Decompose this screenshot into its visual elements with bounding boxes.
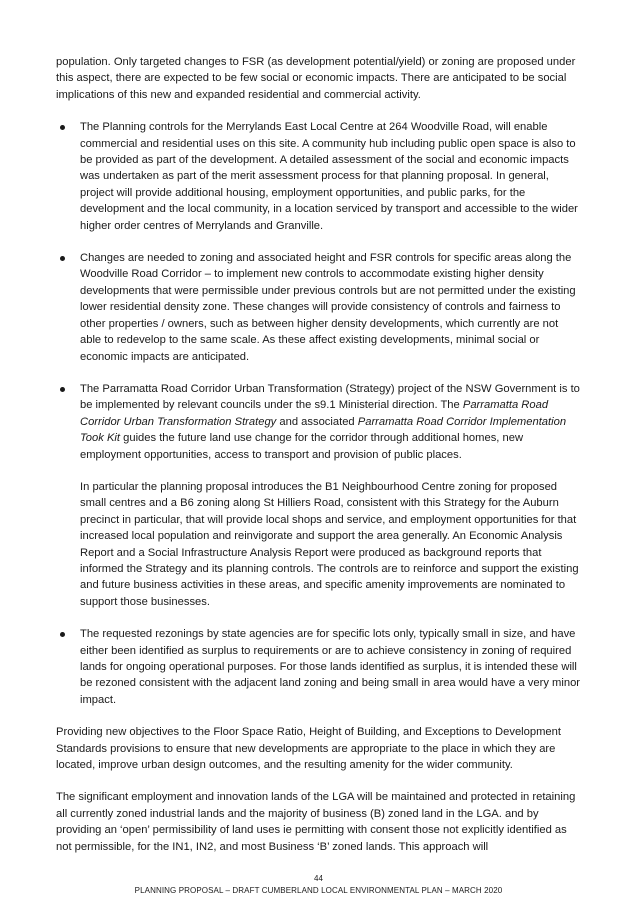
bullet-icon <box>60 387 65 392</box>
bullet-parramatta-text <box>80 381 580 463</box>
bullet-rezonings-text: The requested rezonings by state agencies are for specific lots only, typically small in size, and have either been identified as surplus to requirements or are to achieve consistency in zoning of required lands for ongoing operational purposes. For those lands identified as surplus, it is intended these will be rezoned consistent with the adjacent land zoning and being small in area would have a very minor impact. <box>80 628 581 706</box>
bullet-merrylands <box>80 119 580 234</box>
parramatta-text-part1: The Parramatta Road Corridor Urban Transformation (Strategy) project of the NSW Government is to be implemented by relevant councils under the s9.1 Ministerial direction. The <box>80 382 580 412</box>
bullet-woodville <box>80 250 580 365</box>
intro-continuation-paragraph: population. Only targeted changes to FSR (as development potential/yield) or zoning are proposed under this aspect, there are expected to be few social or economic impacts. There are anticipated to be social implications of this new and expanded residential and commercial activity. <box>56 56 576 101</box>
page-body <box>56 54 580 855</box>
bullet-icon <box>60 125 65 130</box>
parramatta-text-part2: and associated <box>276 415 358 428</box>
bullet-parramatta <box>80 381 580 610</box>
page-number: 44 <box>314 874 323 883</box>
footer-title: PLANNING PROPOSAL – DRAFT CUMBERLAND LOCAL ENVIRONMENTAL PLAN – MARCH 2020 <box>134 886 503 895</box>
objectives-paragraph: Providing new objectives to the Floor Space Ratio, Height of Building, and Exceptions to Development Standards provisions to ensure that new developments are appropriate to the place in which they are located, improve urban design outcomes, and the resulting amenity for the wider community. <box>56 726 561 772</box>
strategy-title: Parramatta Road Corridor Urban Transformation Strategy <box>80 399 549 428</box>
employment-paragraph: The significant employment and innovation lands of the LGA will be maintained and protected in retaining all currently zoned industrial lands and the majority of business (B) zoned land in the LGA. and by providing an ‘open’ permissibility of land uses ie permitting with consent those not explicitly identified as not permissible, for the IN1, IN2, and most Business ‘B’ zoned lands. This approach will <box>56 791 576 853</box>
bullet-merrylands-text: The Planning controls for the Merrylands East Local Centre at 264 Woodville Road, will enable commercial and residential uses on this site. A community hub including public open space is also to be provided as part of the development. A detailed assessment of the social and economic impacts was undertaken as part of the merit assessment process for that planning proposal. In general, project will provide additional housing, employment opportunities, and public parks, for the development and the local community, in a location serviced by transport and accessible to the wider higher order centres of Merrylands and Granville. <box>80 121 578 232</box>
toolkit-title: Parramatta Road Corridor Implementation Took Kit <box>80 415 567 445</box>
bullet-woodville-text: Changes are needed to zoning and associated height and FSR controls for specific areas along the Woodville Road Corridor – to implement new controls to accommodate existing higher density developments that were permissible under previous controls but are not permitted under the existing lower residential density zone. These changes will provide consistency of controls and fairness to other properties / owners, such as between higher density developments, which currently are not able to redevelop to the same scale. As these affect existing developments, minimal social or economic impacts are anticipated. <box>80 252 576 363</box>
bullet-parramatta-followup: In particular the planning proposal introduces the B1 Neighbourhood Centre zoning for proposed small centres and a B6 zoning along St Hilliers Road, consistent with this Strategy for the Auburn precinct in particular, that will provide local shops and service, and employment opportunities for that increased local population and reinvigorate and support the area generally. An Economic Analysis Report and a Social Infrastructure Analysis Report were produced as background reports that informed the Strategy and its planning controls. The controls are to reinforce and support the existing and future business activities in these areas, and specific amenity improvements are nominated to support those businesses. <box>80 480 579 608</box>
parramatta-text-part3: guides the future land use change for the corridor through additional homes, new employment opportunities, access to transport and provision of public places. <box>80 432 524 461</box>
bullet-rezonings <box>80 626 580 708</box>
bullet-icon <box>60 632 65 637</box>
bullet-icon <box>60 256 65 261</box>
